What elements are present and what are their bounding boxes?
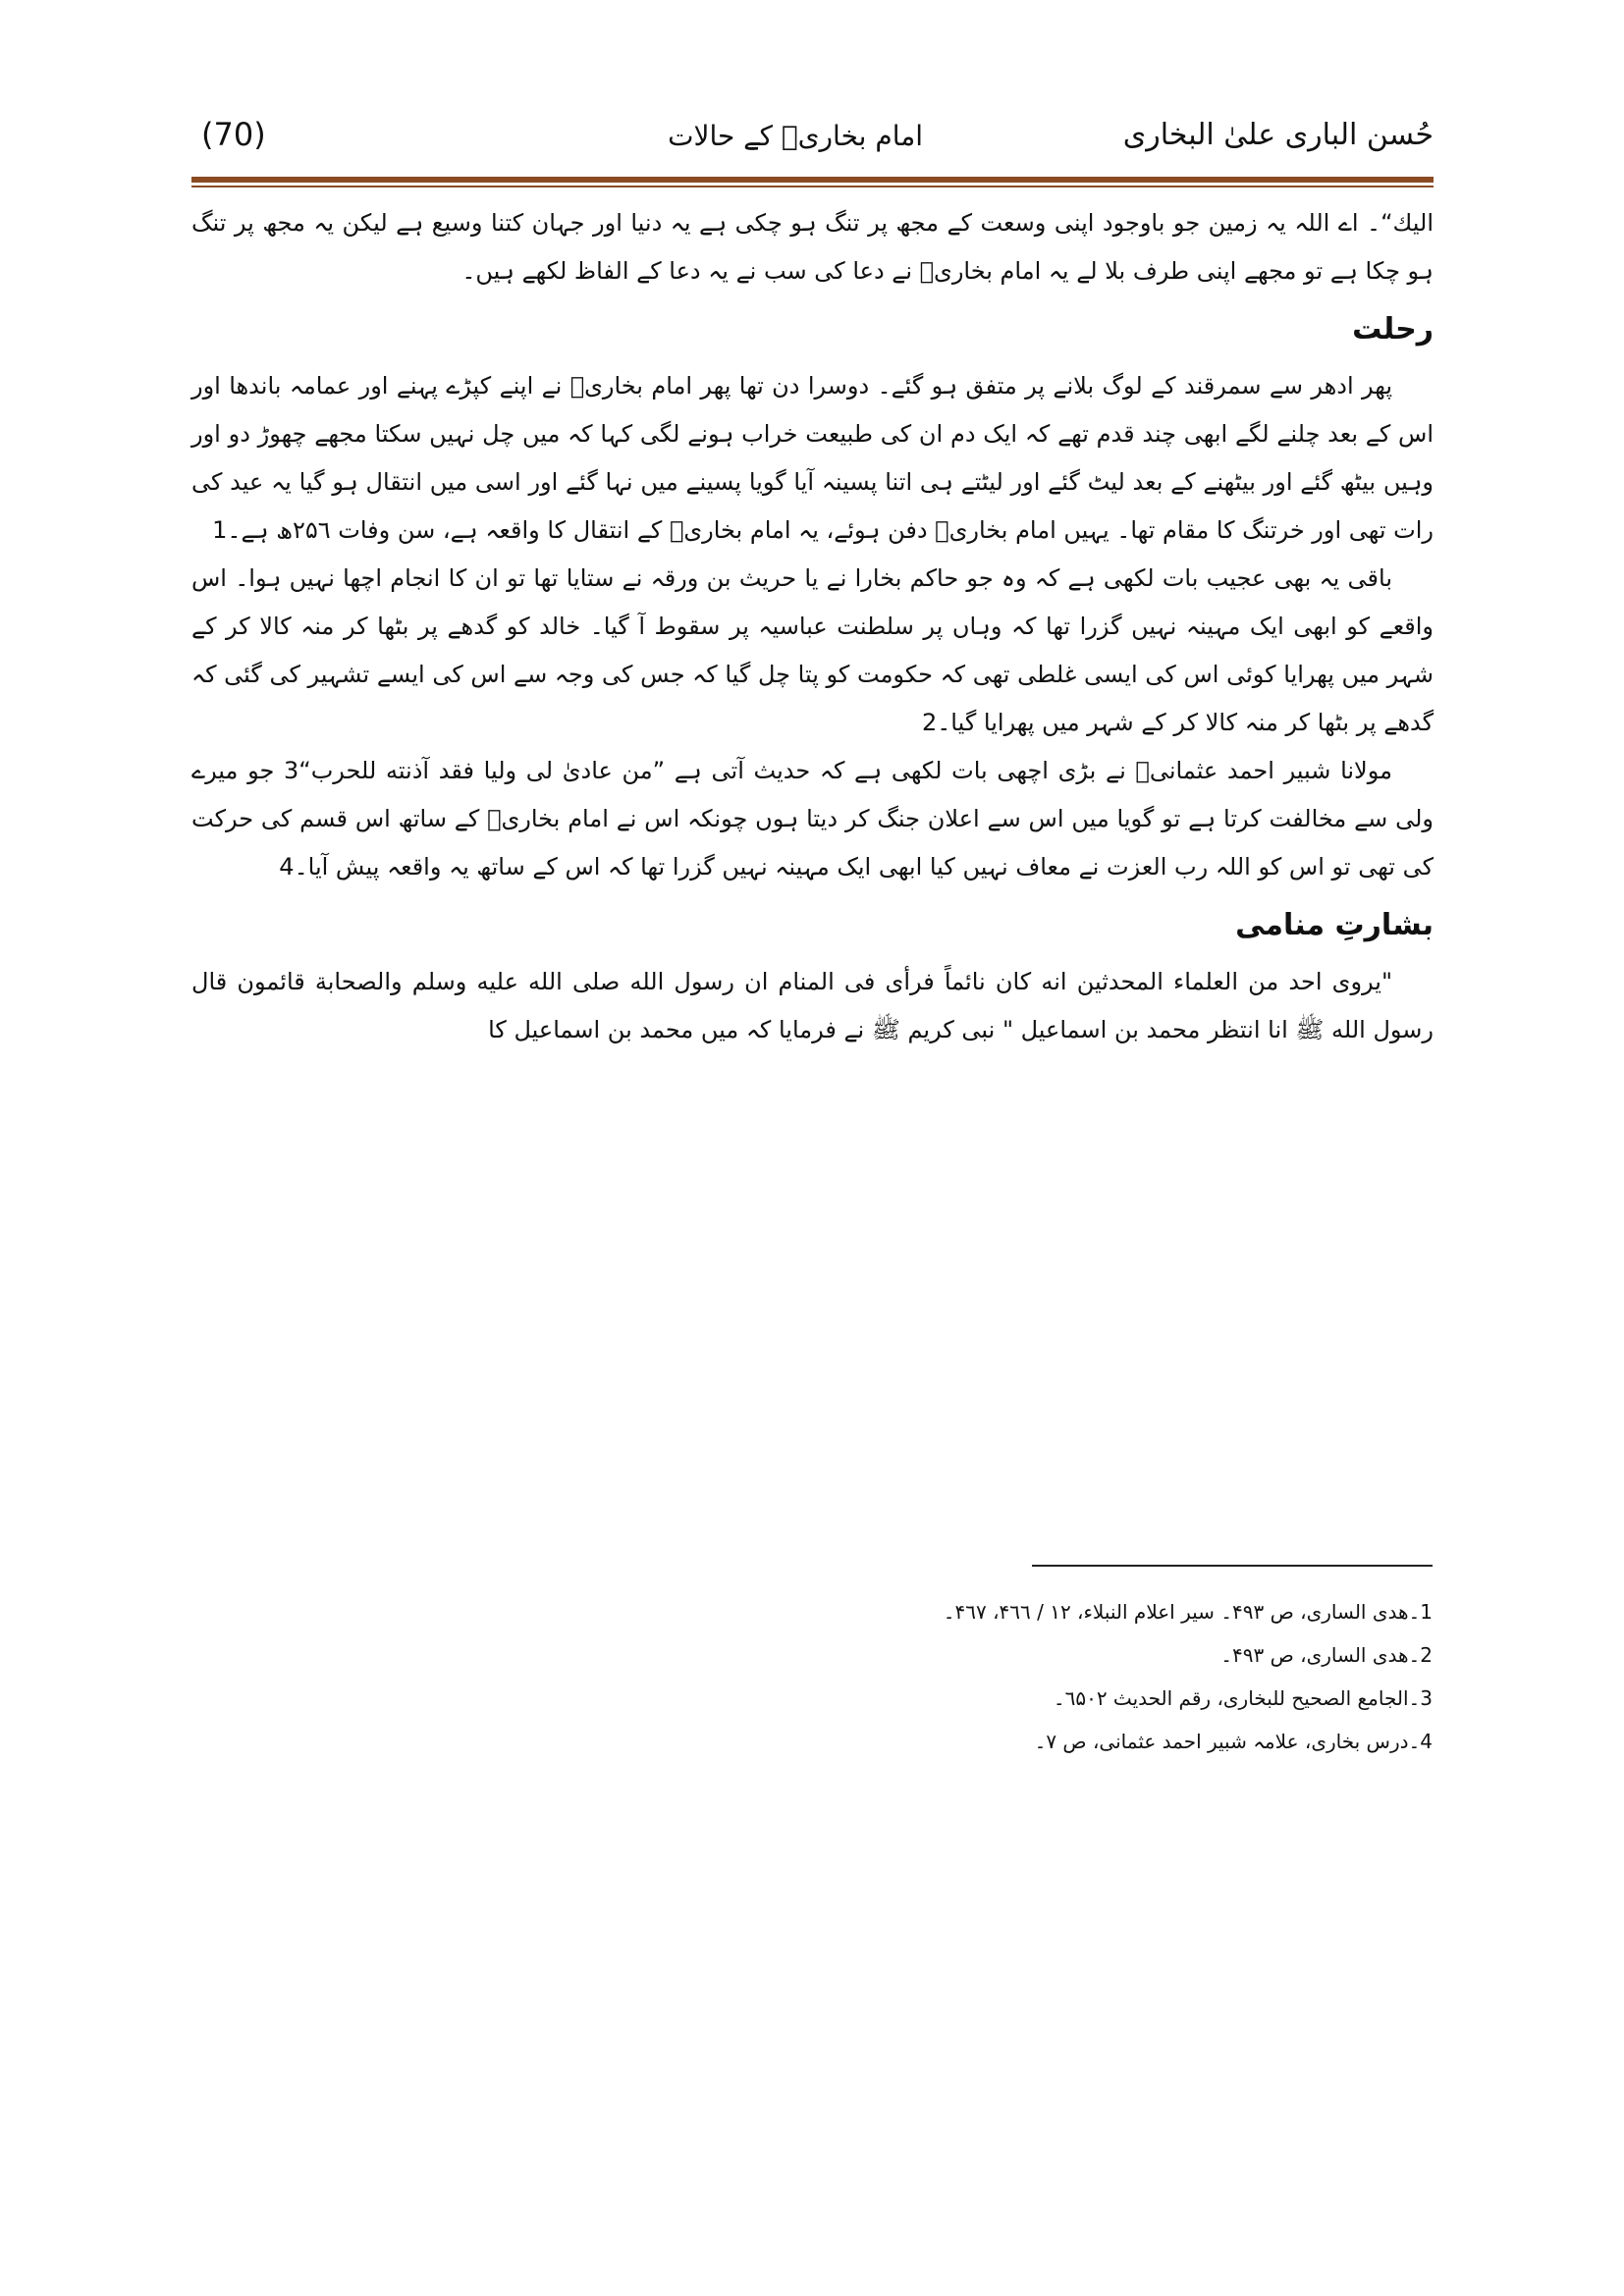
paragraph: پھر ادھر سے سمرقند کے لوگ بلانے پر متفق ہو گئے۔ دوسرا دن تھا پھر امام بخاریؒ نے اپنے کپڑے پہنے اور عمامہ باندھا اور اس کے بعد چلنے لگے ابھی چند قدم تھے کہ ایک دم ان کی طبیعت خراب ہونے لگی کہا کہ میں چل نہیں سکتا مجھے چھوڑ دو اور وہیں بیٹھ گئے اور بیٹھنے کے بعد لیٹ گئے اور لیٹتے ہی اتنا پسینہ آیا گویا پسینے میں نہا گئے اور اسی میں انتقال ہو گیا یہ عید کی رات تھی اور خرتنگ کا مقام تھا۔ یہیں امام بخاریؒ دفن ہوئے، یہ امام بخاریؒ کے انتقال کا واقعہ ہے، سن وفات ۲۵٦ھ ہے۔1 xyxy=(191,372,1434,544)
page-body xyxy=(191,199,1434,1054)
section-heading-basharat: بشارتِ منامی xyxy=(1235,908,1434,942)
footnote: 4۔درس بخاری، علامہ شبیر احمد عثمانی، ص ۷۔ xyxy=(1034,1730,1433,1753)
footnote: 2۔ھدی الساری، ص ۴۹۳۔ xyxy=(1220,1643,1433,1667)
footnotes xyxy=(549,1590,1433,1763)
footnote: 3۔الجامع الصحیح للبخاری، رقم الحدیث ٦۵۰۲۔ xyxy=(1053,1686,1433,1710)
intro-paragraph: الیك“۔ اے اللہ یہ زمین جو باوجود اپنی وسعت کے مجھ پر تنگ ہو چکی ہے یہ دنیا اور جہان کتنا وسیع ہے لیکن یہ مجھ پر تنگ ہو چکا ہے تو مجھے اپنی طرف بلا لے یہ امام بخاریؒ نے دعا کی سب نے یہ دعا کے الفاظ لکھے ہیں۔ xyxy=(191,209,1434,285)
book-title: حُسن الباری علیٰ البخاری xyxy=(1122,118,1434,152)
paragraph: باقی یہ بھی عجیب بات لکھی ہے کہ وہ جو حاکم بخارا نے یا حریث بن ورقہ نے ستایا تھا تو ان کا انجام اچھا نہیں ہوا۔ اس واقعے کو ابھی ایک مہینہ نہیں گزرا تھا کہ وہاں پر سلطنت عباسیہ پر سقوط آ گیا۔ خالد کو گدھے پر بٹھا کر منہ کالا کر کے شہر میں پھرایا کوئی اس کی ایسی غلطی تھی کہ حکومت کو پتا چل گیا کہ جس کی وجہ سے اس کی ایسے تشہیر کی گئی کہ گدھے پر بٹھا کر منہ کالا کر کے شہر میں پھرایا گیا۔2 xyxy=(191,564,1434,736)
header-rule-thick xyxy=(191,177,1434,183)
paragraph: "یروی احد من العلماء المحدثین انه كان نائماً فرأى فی المنام ان رسول الله صلی الله علیه وسلم والصحابة قائمون قال رسول الله ﷺ انا انتظر محمد بن اسماعیل " نبی کریم ﷺ نے فرمایا کہ میں محمد بن اسماعیل کا xyxy=(191,968,1434,1043)
header-rule-thin xyxy=(191,186,1434,187)
chapter-title: امام بخاریؒ کے حالات xyxy=(668,120,923,152)
footnote-separator xyxy=(1032,1565,1433,1567)
section-heading-rehlat: رحلت xyxy=(1352,312,1434,347)
page-number: (70) xyxy=(201,116,266,153)
paragraph: مولانا شبیر احمد عثمانیؒ نے بڑی اچھی بات لکھی ہے کہ حدیث آتی ہے ”من عادیٰ لی ولیا فقد آذنته للحرب“3 جو میرے ولی سے مخالفت کرتا ہے تو گویا میں اس سے اعلان جنگ کر دیتا ہوں چونکہ اس نے امام بخاریؒ کے ساتھ اس قسم کی حرکت کی تھی تو اس کو اللہ رب العزت نے معاف نہیں کیا ابھی ایک مہینہ نہیں گزرا تھا کہ اس کے ساتھ یہ واقعہ پیش آیا۔4 xyxy=(191,757,1434,881)
page-header xyxy=(191,108,1434,167)
footnote: 1۔ھدی الساری، ص ۴۹۳۔ سیر اعلام النبلاء، ۱۲ / ۴٦٦، ۴٦۷۔ xyxy=(943,1600,1433,1624)
page xyxy=(191,108,1434,1054)
